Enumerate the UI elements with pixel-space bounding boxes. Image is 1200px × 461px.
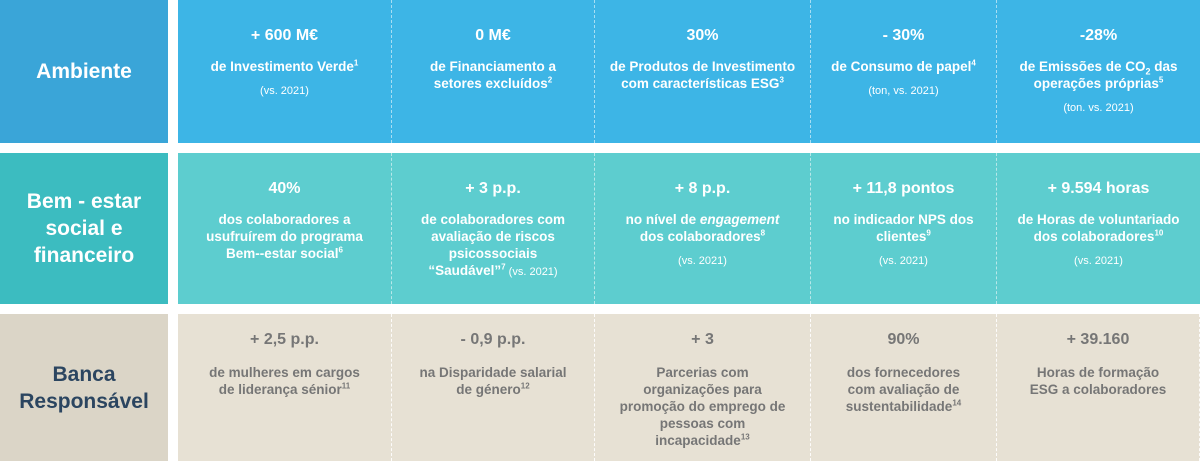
- kpi-description: Horas de formação ESG a colaboradores: [1029, 365, 1167, 397]
- kpi-fornecedores-sustentabilidade: [811, 314, 997, 461]
- kpi-financiamento-setores-excluidos: [392, 0, 595, 143]
- kpi-description: de Produtos de Investimento com características ESG$^3$: [609, 59, 796, 91]
- kpi-value: - 30%: [882, 27, 925, 44]
- row-label-banca-responsavel: Banca Responsável: [0, 314, 168, 461]
- kpi-note: (vs. 2021): [1074, 255, 1123, 267]
- kpi-value: 0 M€: [475, 27, 511, 44]
- kpi-description: de colaboradores com avaliação de riscos psicossociais “Saudável”$^7$ (vs. 2021): [420, 212, 566, 278]
- kpi-disparidade-salarial: [392, 314, 595, 461]
- kpi-produtos-esg: [595, 0, 811, 143]
- kpi-note: (vs. 2021): [678, 255, 727, 267]
- kpi-description: no nível de engagement dos colaboradores$^8$: [625, 212, 780, 244]
- kpi-value: + 3: [691, 331, 714, 348]
- kpi-note: (vs. 2021): [260, 85, 309, 97]
- kpi-note: (ton. vs. 2021): [1063, 102, 1134, 114]
- kpi-value: + 8 p.p.: [674, 180, 731, 197]
- ambiente-cells: [178, 0, 1200, 143]
- kpi-horas-formacao-esg: [997, 314, 1200, 461]
- row-gap: [168, 0, 178, 143]
- kpi-description: na Disparidade salarial de género$^{12}$: [419, 365, 567, 397]
- row-label-ambiente: Ambiente: [0, 0, 168, 143]
- kpi-description: de Emissões de $CO_2$ das operações próprias$^5$: [1019, 59, 1178, 91]
- kpi-parcerias-incapacidade: [595, 314, 811, 461]
- kpi-nps-clientes: [811, 153, 997, 304]
- row-banca-responsavel: [0, 314, 1200, 461]
- kpi-value: 40%: [268, 180, 301, 197]
- kpi-value: + 39.160: [1066, 331, 1130, 348]
- kpi-value: + 600 M€: [250, 27, 319, 44]
- kpi-horas-voluntariado: [997, 153, 1200, 304]
- kpi-description: dos fornecedores com avaliação de sustentabilidade$^{14}$: [845, 365, 962, 414]
- kpi-value: + 2,5 p.p.: [250, 331, 319, 348]
- banca-cells: [178, 314, 1200, 461]
- kpi-value: 90%: [887, 331, 920, 348]
- row-label-bem-estar: Bem - estar social e financeiro: [0, 153, 168, 304]
- kpi-emissoes-co2: [997, 0, 1200, 143]
- kpi-description: no indicador NPS dos clientes$^9$: [833, 212, 974, 244]
- kpi-note: (vs. 2021): [879, 255, 928, 267]
- kpi-programa-bem-estar: [178, 153, 392, 304]
- kpi-description: de Horas de voluntariado dos colaboradores$^{10}$: [1017, 212, 1180, 244]
- kpi-mulheres-lideranca: [178, 314, 392, 461]
- row-ambiente: [0, 0, 1200, 143]
- kpi-value: + 11,8 pontos: [852, 180, 955, 197]
- kpi-value: - 0,9 p.p.: [460, 331, 526, 348]
- kpi-investimento-verde: [178, 0, 392, 143]
- kpi-description: dos colaboradores a usufruírem do programa Bem--estar social$^6$: [206, 212, 363, 261]
- row-gap: [168, 314, 178, 461]
- kpi-value: + 3 p.p.: [465, 180, 521, 197]
- kpi-consumo-papel: [811, 0, 997, 143]
- row-bem-estar: [0, 153, 1200, 304]
- kpi-value: 30%: [686, 27, 719, 44]
- row-gap: [168, 153, 178, 304]
- kpi-value: + 9.594 horas: [1047, 180, 1150, 197]
- kpi-value: -28%: [1079, 27, 1118, 44]
- kpi-description: de Financiamento a setores excluídos$^2$: [429, 59, 557, 91]
- kpi-description: de mulheres em cargos de liderança sénior$^{11}$: [209, 365, 360, 397]
- kpi-note: (ton, vs. 2021): [868, 85, 939, 97]
- kpi-description: de Investimento Verde$^1$: [210, 58, 359, 74]
- kpi-description: de Consumo de papel$^4$: [831, 58, 976, 74]
- bem-estar-cells: [178, 153, 1200, 304]
- kpi-engagement: [595, 153, 811, 304]
- kpi-description: Parcerias com organizações para promoção do emprego de pessoas com incapacidade$^{13}$: [619, 365, 786, 448]
- kpi-riscos-psicossociais: [392, 153, 595, 304]
